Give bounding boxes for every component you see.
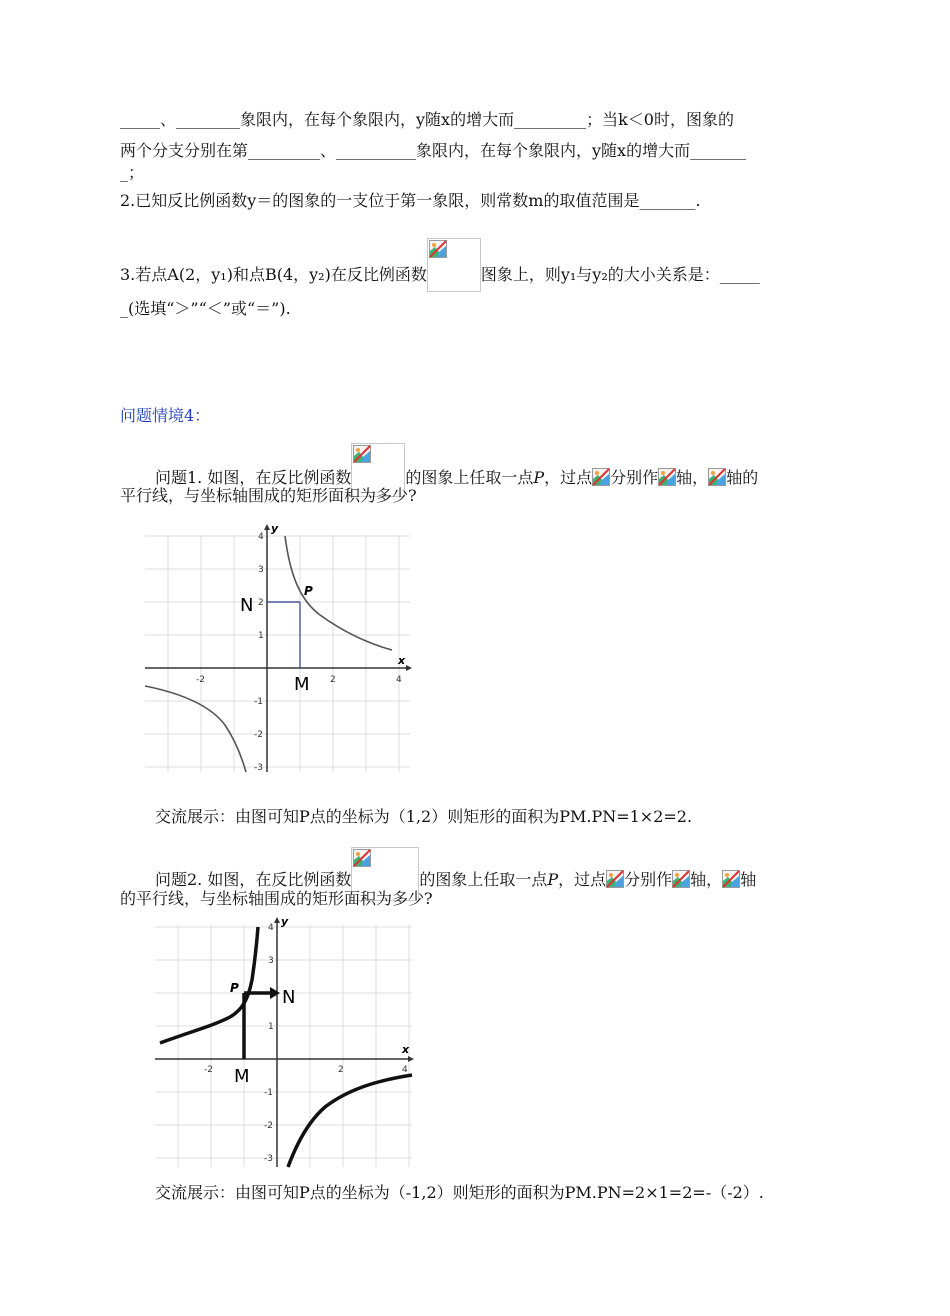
x-axis-label: x [402,1043,410,1056]
broken-image-icon [429,240,447,258]
y-tick: -2 [254,730,263,740]
x-axis-label: x [398,654,406,667]
problem-2-part-b: 的图象上任取一点 [419,870,548,889]
y-tick: 2 [258,598,264,608]
y-tick: 3 [258,565,264,575]
problem-1-line-2: 平行线，与坐标轴围成的矩形面积为多少? [120,486,417,505]
x-tick: -2 [204,1065,213,1075]
broken-image-icon [708,468,726,486]
y-tick: -3 [264,1154,273,1164]
problem-2-part-f: 轴 [740,870,757,889]
problem-1-part-b: 的图象上任取一点 [405,468,534,487]
point-m-label: M [294,674,310,695]
problem-2-line-2: 的平行线，与坐标轴围成的矩形面积为多少? [120,889,433,908]
question-2: 2.已知反比例函数y＝的图象的一支位于第一象限，则常数m的取值范围是_______. [120,191,701,210]
broken-image-icon [606,870,624,888]
graph-2 [150,915,425,1173]
hyperbola-branch-q1 [285,536,392,650]
graph-1 [140,520,425,778]
problem-1-part-f: 轴的 [726,468,759,487]
y-tick: 3 [268,956,274,966]
y-tick: -1 [254,697,263,707]
hyperbola-branch-q3 [145,686,246,772]
y-tick: 1 [258,631,264,641]
y-tick: 1 [268,1022,274,1032]
question-3 [120,238,760,292]
point-n-label: N [240,595,254,616]
problem-2-part-d: 分别作 [624,870,673,889]
y-tick: -3 [254,763,263,773]
y-tick: -2 [264,1121,273,1131]
problem-1-part-a: 问题1. 如图，在反比例函数 [155,468,352,487]
broken-image-icon [672,870,690,888]
hyperbola-branch-q4 [288,1075,412,1167]
broken-image-icon [722,870,740,888]
text-line-2: 两个分支分别在第_________、__________象限内，在每个象限内，y随x的增大而_______ [120,141,747,160]
y-tick: 4 [268,923,274,933]
text-line-1: _____、________象限内，在每个象限内，y随x的增大而_________；当k＜0时，图象的 [120,110,734,129]
point-p-label: P [230,981,239,995]
y-axis-label: y [281,915,289,928]
problem-2-part-a: 问题2. 如图，在反比例函数 [155,870,352,889]
broken-image-icon [658,468,676,486]
y-axis-label: y [271,522,279,535]
problem-1-part-e: 轴， [676,468,709,487]
problem-1-part-c: ，过点 [544,468,593,487]
point-p-label: P [533,468,545,487]
x-tick: 4 [396,675,402,685]
point-p-label: P [547,870,559,889]
formula-image-1 [427,238,481,292]
broken-image-icon [353,445,371,463]
broken-image-icon [353,849,371,867]
x-tick: 2 [338,1065,344,1075]
problem-2-part-e: 轴， [690,870,723,889]
answer-1: 交流展示：由图可知P点的坐标为（1,2）则矩形的面积为PM.PN=1×2=2. [155,807,693,826]
point-n-label: N [282,987,296,1008]
text-line-3: _； [120,163,145,182]
problem-2-part-c: ，过点 [558,870,607,889]
section-heading: 问题情境4： [120,406,211,425]
problem-1-part-d: 分别作 [610,468,659,487]
question-3-part-b: 图象上，则y₁与y₂的大小关系是：_____ [480,265,760,284]
point-m-label: M [234,1066,250,1087]
question-3-line-2: _(选填“＞”“＜”或“＝”). [120,299,291,318]
answer-2: 交流展示：由图可知P点的坐标为（-1,2）则矩形的面积为PM.PN=2×1=2=-（-2）. [155,1183,764,1202]
y-tick: 4 [258,532,264,542]
point-p-label: P [304,584,313,598]
y-tick: -1 [264,1088,273,1098]
arrow-head [270,987,280,999]
x-tick: -2 [196,675,205,685]
broken-image-icon [592,468,610,486]
question-3-part-a: 3.若点A(2，y₁)和点B(4，y₂)在反比例函数 [120,265,427,284]
x-tick: 2 [330,675,336,685]
x-tick: 4 [402,1065,408,1075]
